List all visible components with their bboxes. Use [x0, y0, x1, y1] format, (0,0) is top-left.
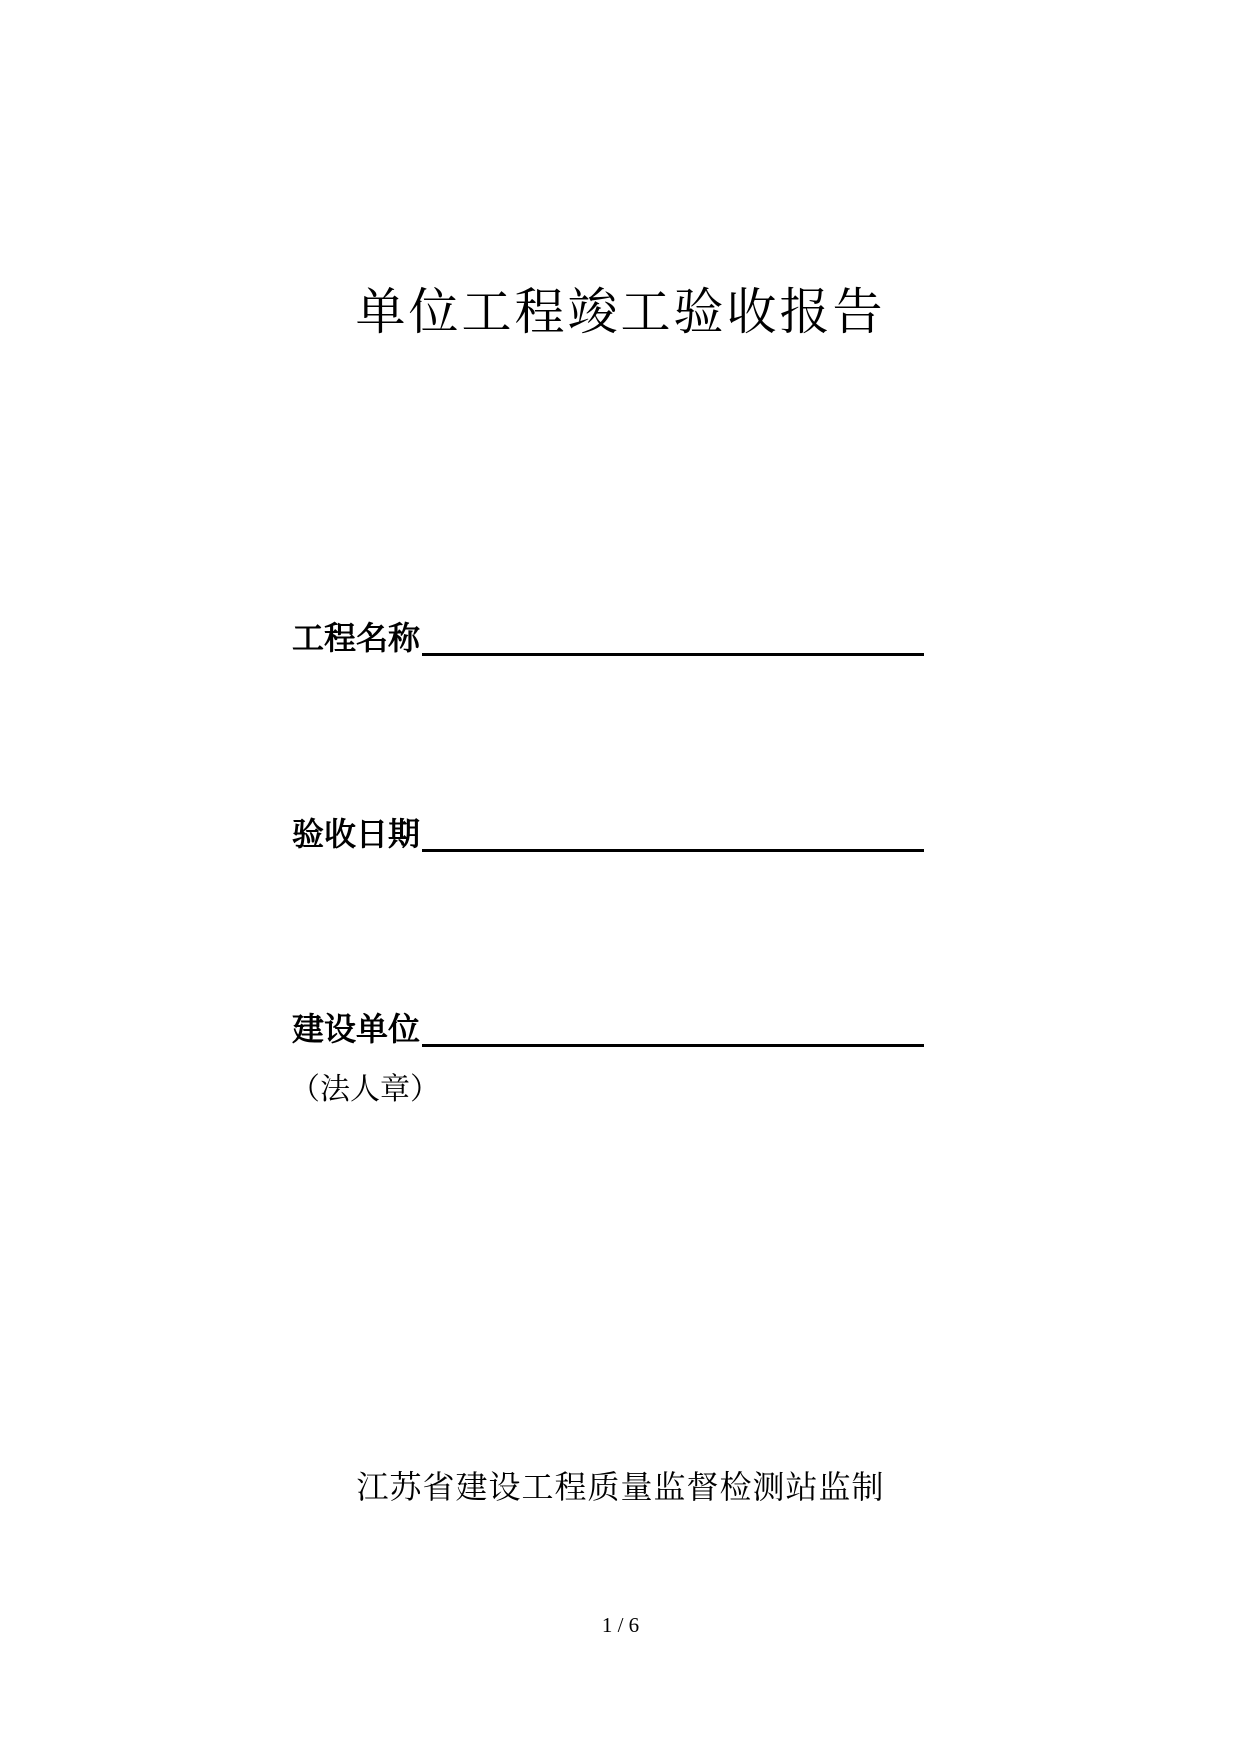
fill-in-line	[422, 1044, 924, 1047]
seal-note: （法人章）	[290, 1072, 440, 1107]
fill-in-line	[422, 653, 924, 656]
document-title: 单位工程竣工验收报告	[355, 283, 886, 341]
field-label: 建设单位	[292, 1010, 421, 1048]
field-project-name	[292, 610, 924, 658]
issuer-line: 江苏省建设工程质量监督检测站监制	[356, 1468, 885, 1506]
fill-in-line	[422, 849, 924, 852]
field-label: 验收日期	[292, 815, 421, 853]
field-acceptance-date	[292, 806, 924, 854]
field-label: 工程名称	[292, 619, 421, 657]
page-number: 1 / 6	[601, 1613, 640, 1637]
field-construction-unit	[292, 1001, 924, 1049]
